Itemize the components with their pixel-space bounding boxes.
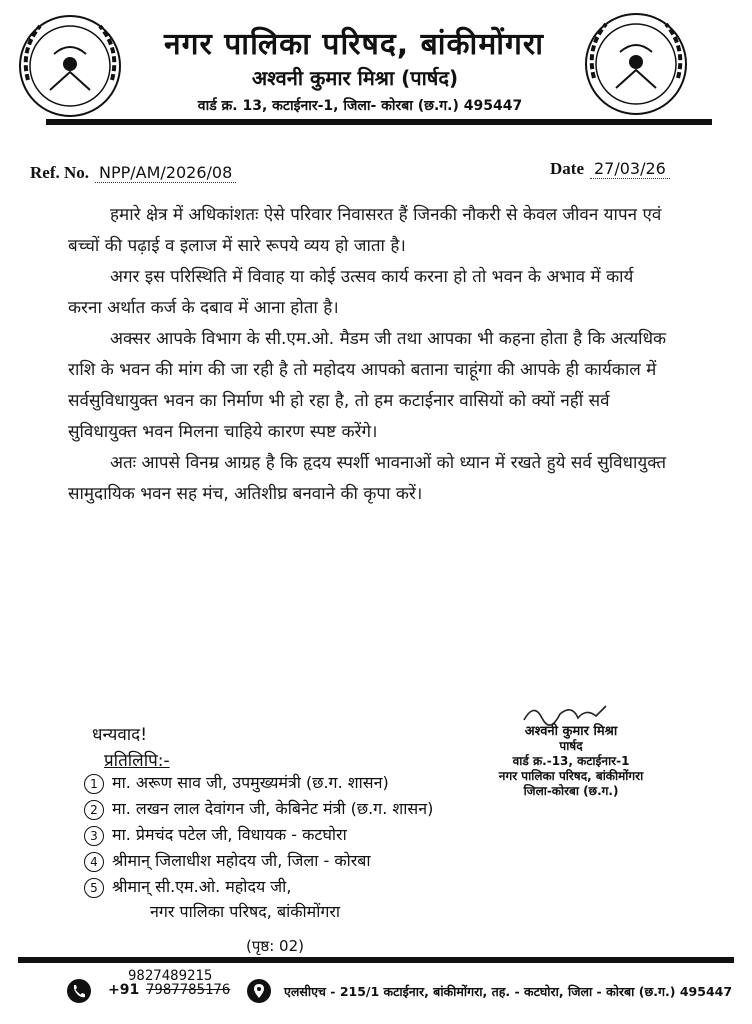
body-paragraph: अतः आपसे विनम्र आग्रह है कि हृदय स्पर्शी भावनाओं को ध्यान में रखते हुये सर्व सुविधायुक्त सामुदायिक भवन सह मंच, अतिशीघ्र बनवाने की कृपा करें। (68, 453, 667, 504)
stamp-name: अश्वनी कुमार मिश्रा (524, 724, 618, 739)
list-item (84, 848, 704, 874)
list-item (84, 874, 704, 900)
date-label: Date (550, 159, 584, 178)
country-code: +91 (108, 982, 140, 998)
ref-value: NPP/AM/2026/08 (95, 163, 236, 183)
handwritten-signature (520, 700, 610, 726)
item-number: 1 (84, 774, 104, 794)
closing-thanks: धन्यवाद! (92, 725, 148, 745)
item-text: श्रीमान् सी.एम.ओ. महोदय जी, (112, 877, 292, 896)
ref-label: Ref. No. (30, 163, 90, 182)
letter-date (550, 159, 670, 179)
municipal-seal-right (580, 8, 692, 120)
stamp-role: पार्षद (559, 739, 583, 753)
phone-number-struck: 7987785176 (146, 982, 231, 998)
footer-address: एलसीएच - 215/1 कटाईनार, बांकीमोंगरा, तह. - कटघोरा, जिला - कोरबा (छ.ग.) 495447 (284, 984, 733, 999)
seal-emblem-icon (14, 10, 126, 122)
item-text: मा. लखन लाल देवांगन जी, केबिनेट मंत्री (छ.ग. शासन) (112, 799, 434, 818)
stamp-ward: वार्ड क्र.-13, कटाईनार-1 (512, 754, 630, 768)
item-text: मा. अरूण साव जी, उपमुख्यमंत्री (छ.ग. शासन) (112, 773, 389, 792)
location-pin-icon (246, 978, 272, 1004)
item-number: 5 (84, 878, 104, 898)
body-paragraph: हमारे क्षेत्र में अधिकांशतः ऐसे परिवार निवासरत हैं जिनकी नौकरी से केवल जीवन यापन एवं बच्चों की पढ़ाई व इलाज में सारे रूपये व्यय हो जाता है। (68, 205, 662, 256)
stamp-office: नगर पालिका परिषद, बांकीमोंगरा (498, 769, 644, 783)
seal-emblem-icon (580, 8, 692, 120)
letter-body (68, 200, 668, 510)
body-paragraph: अगर इस परिस्थिति में विवाह या कोई उत्सव कार्य करना हो तो भवन के अभाव में कार्य करना अर्थात कर्ज के दबाव में आना होता है। (68, 267, 634, 318)
letterhead-address: वार्ड क्र. 13, कटाईनार-1, जिला- कोरबा (छ.ग.) 495447 (197, 98, 523, 114)
letterhead-footer (60, 968, 732, 1018)
municipal-seal-left (14, 10, 126, 122)
phone-number-handwritten: 9827489215 (128, 968, 213, 984)
letterhead-name: अश्वनी कुमार मिश्रा (पार्षद) (251, 66, 459, 90)
item-text: मा. प्रेमचंद पटेल जी, विधायक - कटघोरा (112, 825, 347, 844)
copies-title: प्रतिलिपि:- (104, 751, 170, 771)
item-number: 3 (84, 826, 104, 846)
page-marker: (पृष्ठ: 02) (246, 937, 304, 955)
stamp-district: जिला-कोरबा (छ.ग.) (523, 784, 619, 798)
list-item (84, 822, 704, 848)
item-number: 4 (84, 852, 104, 872)
footer-divider (18, 957, 734, 963)
copies-continuation: नगर पालिका परिषद, बांकीमोंगरा (150, 902, 341, 921)
letterhead-title: नगर पालिका परिषद, बांकीमोंगरा (164, 27, 544, 62)
copies-list (84, 770, 704, 900)
item-number: 2 (84, 800, 104, 820)
date-value: 27/03/26 (590, 159, 670, 179)
header-divider (46, 119, 712, 125)
reference-number (30, 163, 236, 183)
list-item (84, 770, 704, 796)
phone-icon (66, 978, 92, 1004)
item-text: श्रीमान् जिलाधीश महोदय जी, जिला - कोरबा (112, 851, 371, 870)
body-paragraph: अक्सर आपके विभाग के सी.एम.ओ. मैडम जी तथा आपका भी कहना होता है कि अत्यधिक राशि के भवन की मांग की जा रही है तो महोदय आपको बताना चाहूंगा की आपके ही कार्यकाल में सर्वसुविधायुक्त भवन का निर्माण भी हो रहा है, तो हम कटाईनार वासियों को क्यों नहीं सर्व सुविधायुक्त भवन मिलना चाहिये कारण स्पष्ट करेंगे। (68, 329, 667, 442)
list-item (84, 796, 704, 822)
